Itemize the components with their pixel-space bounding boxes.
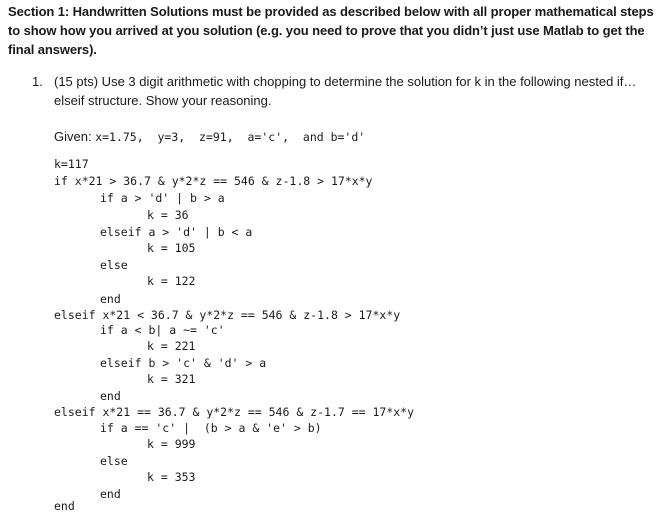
code-line: elseif a > 'd' | b < a (100, 225, 253, 239)
problem-number: 1. (32, 74, 43, 89)
code-line: k = 321 (147, 372, 196, 386)
code-line: k = 36 (147, 208, 189, 222)
code-line: k = 122 (147, 274, 196, 288)
code-line: end (100, 292, 121, 306)
given-label: Given: (54, 129, 96, 144)
code-line: k = 105 (147, 241, 196, 255)
code-line: k=117 (54, 157, 89, 171)
code-line: elseif x*21 < 36.7 & y*2*z == 546 & z-1.8 > 17*x*y (54, 308, 401, 322)
code-line: k = 221 (147, 339, 196, 353)
code-line: else (100, 454, 128, 468)
section-header: Section 1: Handwritten Solutions must be provided as described below with all proper mathematical steps to show how you arrived at you solution (e.g. you need to prove that you didn’t just use Matlab to get the final answers). (8, 4, 654, 57)
code-line: if a < b| a ~= 'c' (100, 323, 225, 337)
code-line: end (100, 487, 121, 501)
given-line (54, 129, 365, 145)
given-values: x=1.75, y=3, z=91, a='c', and b='d' (95, 130, 366, 144)
code-line: elseif b > 'c' & 'd' > a (100, 356, 267, 370)
code-line: k = 353 (147, 470, 196, 484)
code-line: else (100, 258, 128, 272)
code-line: end (54, 499, 75, 513)
code-line: if a > 'd' | b > a (100, 191, 225, 205)
code-line: end (100, 389, 121, 403)
code-line: if x*21 > 36.7 & y*2*z == 546 & z-1.8 > 17*x*y (54, 174, 373, 188)
problem-text: (15 pts) Use 3 digit arithmetic with chopping to determine the solution for k in the following nested if…elseif structure. Show your reasoning. (54, 74, 637, 108)
code-line: if a == 'c' | (b > a & 'e' > b) (100, 421, 322, 435)
code-line: k = 999 (147, 437, 196, 451)
code-line: elseif x*21 == 36.7 & y*2*z == 546 & z-1.7 == 17*x*y (54, 405, 415, 419)
